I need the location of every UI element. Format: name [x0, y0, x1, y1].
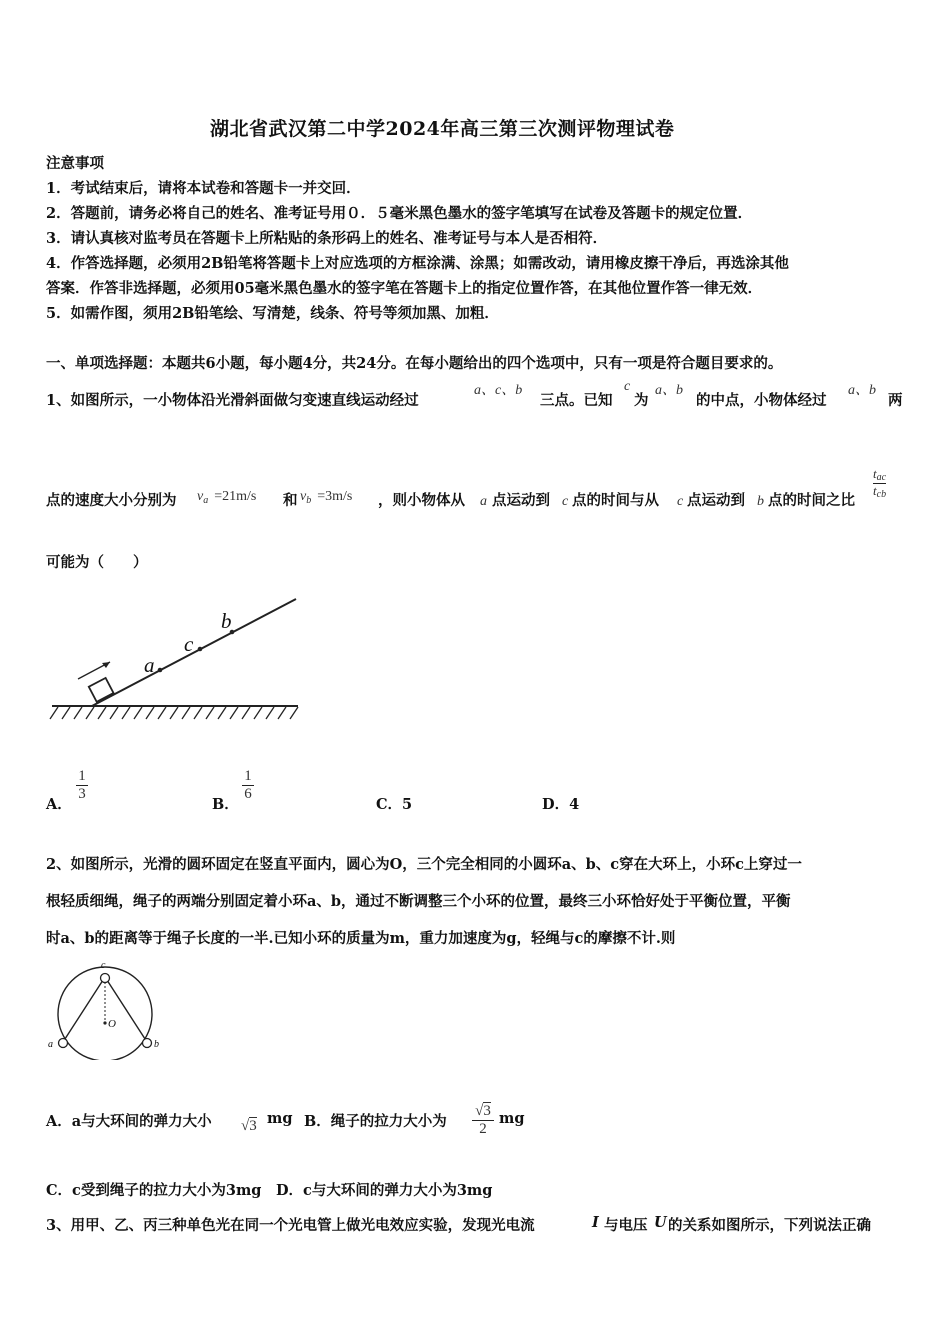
incline-line	[92, 599, 296, 706]
label-a: a	[144, 653, 155, 677]
option-c: C．5	[376, 796, 413, 813]
notice-item: 答案．作答非选择题，必须用05毫米黑色墨水的签字笔在答题卡上的指定位置作答，在其他位置作答一律无效．	[46, 280, 763, 297]
q1-math: c	[677, 494, 684, 509]
q1-math: c	[624, 379, 631, 394]
option-d: D．4	[542, 796, 580, 813]
q1-math: a、b	[655, 383, 683, 398]
q1-text: 点的时间与从	[572, 492, 659, 509]
q1-math: a、b	[848, 383, 876, 398]
q1-text: 1、如图所示，一小物体沿光滑斜面做匀变速直线运动经过	[46, 392, 419, 409]
label-a: a	[48, 1039, 53, 1050]
q1-text: 为	[634, 392, 649, 409]
q2-option-a-text: A．a与大环间的弹力大小	[46, 1113, 212, 1130]
q2-option-a-math: √3	[241, 1118, 257, 1134]
center-point	[103, 1021, 106, 1024]
q1-text: 点的速度大小分别为	[46, 492, 177, 509]
q1-math: a、c、b	[474, 383, 523, 398]
block	[89, 678, 114, 702]
va-expression: $v_a =21m/s$	[197, 489, 257, 506]
notice-item: 3．请认真核对监考员在答题卡上所粘贴的条形码上的姓名、准考证号与本人是否相符．	[46, 230, 608, 247]
option-a-label: A．	[46, 796, 72, 813]
q3-math: U	[654, 1214, 667, 1231]
q1-text: 点运动到	[687, 492, 745, 509]
motion-arrow	[78, 662, 110, 679]
notice-item: 4．作答选择题，必须用2B铅笔将答题卡上对应选项的方框涂满、涂黑；如需改动，请用橡皮擦干净后，再选涂其他	[46, 255, 789, 272]
q1-text: 可能为（ ）	[46, 554, 148, 571]
notice-heading: 注意事项	[46, 155, 104, 172]
q2-option-a-unit: mg	[267, 1110, 293, 1127]
q3-text: 3、用甲、乙、丙三种单色光在同一个光电管上做光电效应实验，发现光电流	[46, 1217, 535, 1234]
notice-item: 5．如需作图，须用2B铅笔绘、写清楚，线条、符号等须加黑、加粗．	[46, 305, 499, 322]
label-c: c	[184, 632, 194, 656]
ground-hatching	[50, 707, 298, 719]
q1-text: 点运动到	[492, 492, 550, 509]
label-c: c	[101, 960, 106, 971]
rope-right	[105, 977, 147, 1042]
q1-text: 三点。已知	[540, 392, 613, 409]
q2-text: 根轻质细绳，绳子的两端分别固定着小环a、b，通过不断调整三个小环的位置，最终三小环恰好处于平衡位置，平衡	[46, 893, 791, 910]
q2-option-b-unit: mg	[499, 1110, 525, 1127]
notice-item: 1．考试结束后，请将本试卷和答题卡一并交回．	[46, 180, 361, 197]
q3-text: 与电压	[604, 1217, 648, 1234]
ring-c	[101, 974, 110, 983]
rope-left	[63, 977, 105, 1042]
point-a	[158, 668, 163, 673]
q1-text: 和	[283, 492, 298, 509]
ring-figure	[44, 958, 169, 1060]
q1-text: 的中点，小物体经过	[696, 392, 827, 409]
incline-figure	[44, 592, 306, 724]
q2-option-cd: C．c受到绳子的拉力大小为3mg D．c与大环间的弹力大小为3mg	[46, 1182, 493, 1199]
q2-option-b-text: B．绳子的拉力大小为	[304, 1113, 447, 1130]
q1-math: c	[562, 494, 569, 509]
section-heading: 一、单项选择题：本题共6小题，每小题4分，共24分。在每小题给出的四个选项中，只有一项是符合题目要求的。	[46, 355, 783, 372]
q2-text: 时a、b的距离等于绳子长度的一半.已知小环的质量为m，重力加速度为g，轻绳与c的摩擦不计.则	[46, 930, 676, 947]
label-b: b	[154, 1039, 159, 1050]
ring-a	[59, 1039, 68, 1048]
option-b-label: B．	[212, 796, 239, 813]
notice-item: 2．答题前，请务必将自己的姓名、准考证号用０．５毫米黑色墨水的签字笔填写在试卷及答题卡的规定位置．	[46, 205, 753, 222]
q1-math: a	[480, 494, 487, 509]
option-a-value: $\frac{1}{3}$	[76, 768, 88, 802]
point-c	[198, 647, 203, 652]
q2-text: 2、如图所示，光滑的圆环固定在竖直平面内，圆心为O，三个完全相同的小圆环a、b、c穿在大环上，小环c上穿过一	[46, 856, 802, 873]
q3-math: I	[592, 1214, 599, 1231]
time-ratio: $\frac{t_{ac}}{t_{cb}}$	[873, 466, 887, 500]
q3-text: 的关系如图所示，下列说法正确	[668, 1217, 871, 1234]
q1-text: ，则小物体从	[378, 492, 465, 509]
vb-expression: $v_b =3m/s$	[300, 489, 353, 506]
q1-text: 两	[888, 392, 903, 409]
q2-option-b-math: $\frac{√3}{2}$	[472, 1103, 494, 1137]
q1-text: 点的时间之比	[768, 492, 855, 509]
label-b: b	[221, 609, 232, 633]
ring-b	[143, 1039, 152, 1048]
option-b-value: $\frac{1}{6}$	[242, 768, 254, 802]
label-o: O	[108, 1018, 116, 1030]
q1-math: b	[757, 494, 764, 509]
page-title: 湖北省武汉第二中学2024年高三第三次测评物理试卷	[210, 118, 675, 140]
